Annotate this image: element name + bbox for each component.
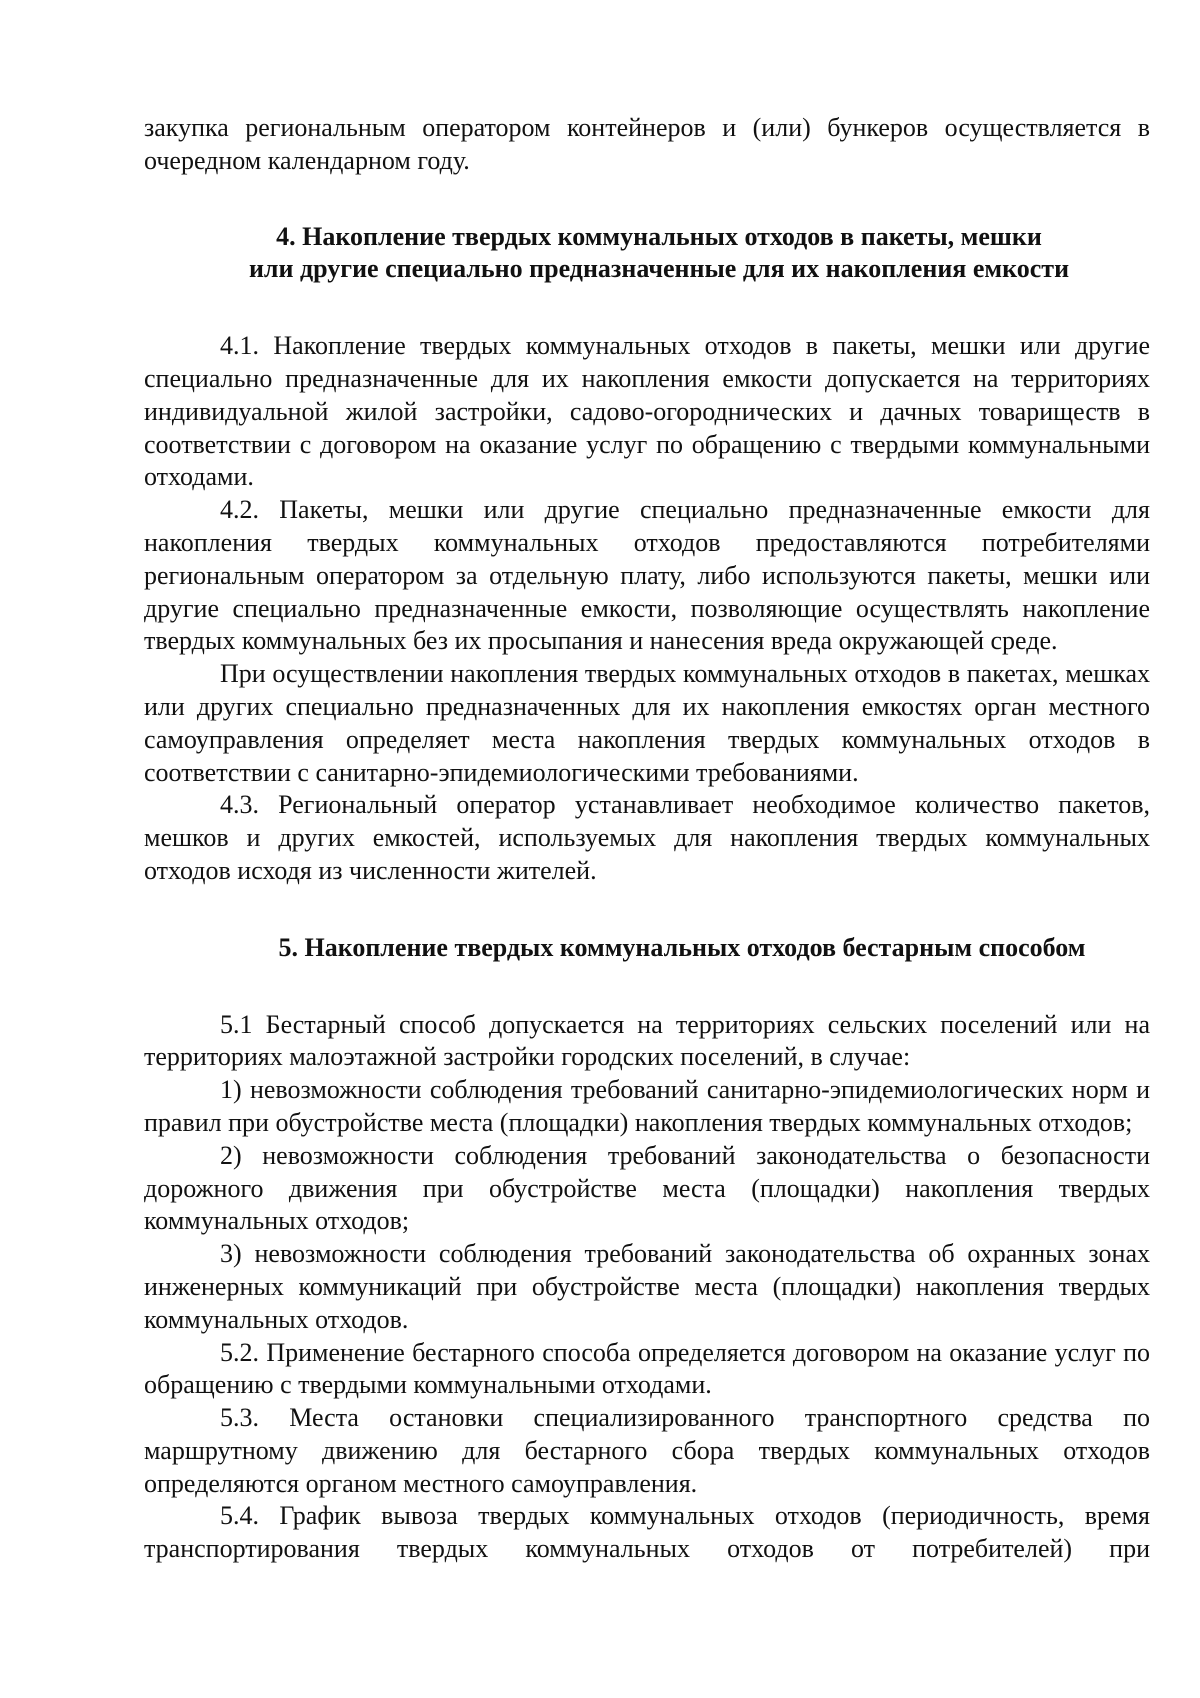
section-5-heading xyxy=(144,932,1150,965)
list-item-1: 1) невозможности соблюдения требований санитарно-эпидемиологических норм и правил при обустройстве места (площадки) накопления твердых коммунальных отходов; xyxy=(144,1075,1150,1137)
paragraph-4-1: 4.1. Накопление твердых коммунальных отходов в пакеты, мешки или другие специально предназначенные для их накопления емкости допускается на территориях индивидуальной жилой застройки, садово-огороднических и дачных товариществ в соответствии с договором на оказание услуг по обращению с твердыми коммунальными отходами. xyxy=(144,331,1150,492)
section-5-heading-text: 5. Накопление твердых коммунальных отходов бестарным способом xyxy=(278,932,1086,962)
paragraph-4-2-continued: При осуществлении накопления твердых коммунальных отходов в пакетах, мешках или других специально предназначенных для их накопления емкостях орган местного самоуправления определяет места накопления твердых коммунальных отходов в соответствии с санитарно-эпидемиологическими требованиями. xyxy=(144,659,1150,787)
intro-paragraph: закупка региональным оператором контейнеров и (или) бункеров осуществляется в очередном календарном году. xyxy=(144,113,1150,175)
paragraph-5-3: 5.3. Места остановки специализированного транспортного средства по маршрутному движению для бестарного сбора твердых коммунальных отходов определяются органом местного самоуправления. xyxy=(144,1403,1150,1498)
paragraph-4-3: 4.3. Региональный оператор устанавливает необходимое количество пакетов, мешков и других емкостей, используемых для накопления твердых коммунальных отходов исходя из численности жителей. xyxy=(144,790,1150,885)
document-page xyxy=(144,112,1150,1566)
section-4-heading-line-2: или другие специально предназначенные для их накопления емкости xyxy=(248,254,1070,284)
list-item-3: 3) невозможности соблюдения требований законодательства об охранных зонах инженерных коммуникаций при обустройстве места (площадки) накопления твердых коммунальных отходов. xyxy=(144,1239,1150,1334)
section-4-heading-line-1: 4. Накопление твердых коммунальных отходов в пакеты, мешки xyxy=(276,221,1042,251)
section-4-heading xyxy=(144,221,1150,287)
paragraph-4-2: 4.2. Пакеты, мешки или другие специально предназначенные емкости для накопления твердых коммунальных отходов предоставляются потребителями региональным оператором за отдельную плату, либо используются пакеты, мешки или другие специально предназначенные емкости, позволяющие осуществлять накопление твердых коммунальных без их просыпания и нанесения вреда окружающей среде. xyxy=(144,495,1150,656)
list-item-2: 2) невозможности соблюдения требований законодательства о безопасности дорожного движения при обустройстве места (площадки) накопления твердых коммунальных отходов; xyxy=(144,1140,1150,1236)
paragraph-5-1: 5.1 Бестарный способ допускается на территориях сельских поселений или на территориях малоэтажной застройки городских поселений, в случае: xyxy=(144,1009,1150,1072)
paragraph-5-2: 5.2. Применение бестарного способа определяется договором на оказание услуг по обращению с твердыми коммунальными отходами. xyxy=(144,1337,1150,1400)
paragraph-5-4: 5.4. График вывоза твердых коммунальных отходов (периодичность, время транспортирования твердых коммунальных отходов от потребителей) при xyxy=(144,1501,1150,1564)
